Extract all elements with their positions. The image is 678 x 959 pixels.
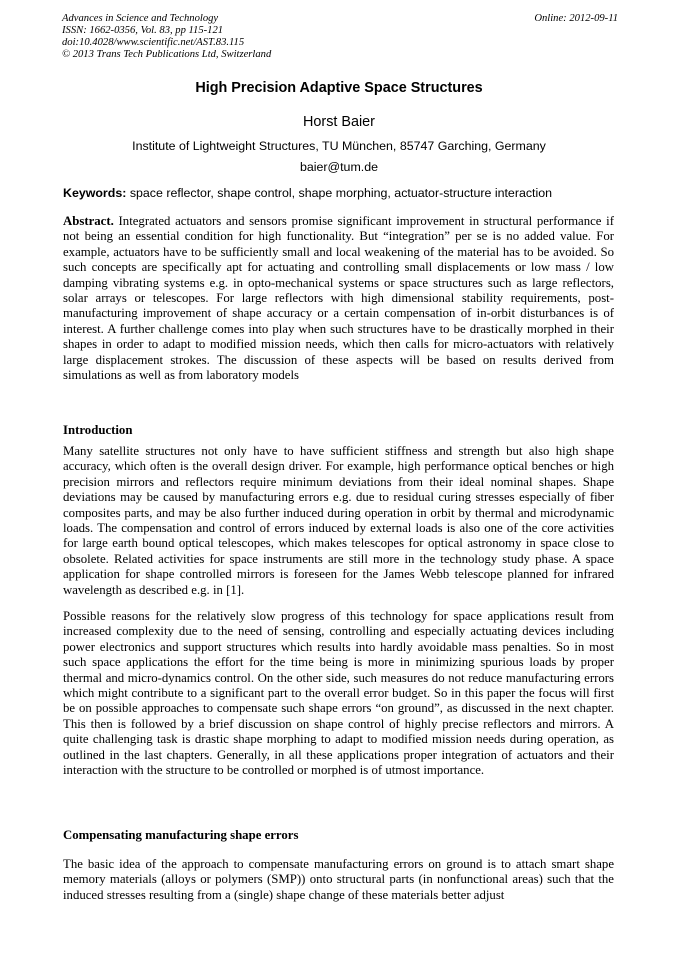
abstract-text: Integrated actuators and sensors promise significant improvement in structural performance if not being an essential condition for high functionality. But “integration” per se is no added value. For example, actuators have to be sufficiently small and local weakening of the material has to be avoided. So such concepts are specifically apt for actuating and controlling small displacements or low mass / low damping vibrating systems e.g. in opto-mechanical systems or space structures such as large reflectors, solar arrays or telescopes. For large reflectors with high dimensional stability requirements, post-manufacturing improvement of shape accuracy or a certain compensation of in-orbit disturbances is of interest. A further challenge comes into play when such structures have to be drastically morphed in their shapes in order to adapt to modified mission needs, which then calls for micro-actuators with relatively large displacement strokes. The discussion of these aspects will be based on results derived from simulations as well as from laboratory models xyxy=(63,214,614,383)
issn-line: ISSN: 1662-0356, Vol. 83, pp 115-121 xyxy=(62,25,224,36)
abstract-label: Abstract. xyxy=(63,214,114,228)
compensating-paragraph-1: The basic idea of the approach to compensate manufacturing errors on ground is to attach smart shape memory materials (alloys or polymers (SMP)) onto structural parts (in nonfunctional areas) such that the induced stresses resulting from a (single) shape change of these materials better adjust xyxy=(63,857,614,902)
keywords xyxy=(63,186,619,200)
introduction-heading: Introduction xyxy=(63,423,133,437)
author-affiliation: Institute of Lightweight Structures, TU München, 85747 Garching, Germany xyxy=(132,139,546,153)
paper-title: High Precision Adaptive Space Structures xyxy=(195,80,483,96)
publication-header xyxy=(62,13,618,61)
keywords-text: space reflector, shape control, shape morphing, actuator-structure interaction xyxy=(129,186,553,200)
online-date: Online: 2012-09-11 xyxy=(534,13,618,24)
introduction-paragraph-2: Possible reasons for the relatively slow progress of this technology for space applications result from increased complexity due to the need of sensing, controlling and especially actuating devices including power electronics and support structures which results into hardly avoidable mass penalties. So in most such space applications the effort for the time being is more in minimizing spurious loads by proper thermal and micro-dynamics control. On the other side, such measures do not reduce manufacturing errors which might contribute to a significant part to the overall error budget. So in this paper the focus will first be on possible approaches to compensate such shape errors “on ground”, as discussed in the next chapter. This then is followed by a brief discussion on shape control of highly precise reflectors and mirrors. A quite challenging task is drastic shape morphing to adapt to modified mission needs during operation, as outlined in the last chapters. Generally, in all these applications proper integration of actuators and their interaction with the structure to be controlled or morphed is of utmost importance. xyxy=(63,609,614,778)
author-name: Horst Baier xyxy=(303,114,375,130)
copyright-line: © 2013 Trans Tech Publications Ltd, Switzerland xyxy=(62,49,272,60)
abstract xyxy=(63,214,614,383)
journal-name: Advances in Science and Technology xyxy=(62,13,219,24)
keywords-label: Keywords: xyxy=(63,186,127,200)
author-email: baier@tum.de xyxy=(299,160,378,174)
compensating-heading: Compensating manufacturing shape errors xyxy=(63,828,299,842)
introduction-paragraph-1: Many satellite structures not only have to have sufficient stiffness and strength but also high shape accuracy, which often is the overall design driver. For example, high performance optical benches or high precision mirrors and reflectors require minimum deviations from their ideal nominal shapes. Shape deviations may be caused by manufacturing errors e.g. due to residual curing stresses especially of fiber composites parts, and may be also further induced during operation in orbit by thermal and microdynamic loads. The compensation and control of errors induced by external loads is also one of the core activities for large earth bound optical telescopes, which makes telescopes for optical astronomy in space close to obsolete. Related activities for space instruments are still more in the technology study phase. A space application for shape controlled mirrors is foreseen for the James Webb telescope planned for infrared wavelength as described e.g. in [1]. xyxy=(63,444,614,597)
doi-line: doi:10.4028/www.scientific.net/AST.83.115 xyxy=(62,37,245,48)
